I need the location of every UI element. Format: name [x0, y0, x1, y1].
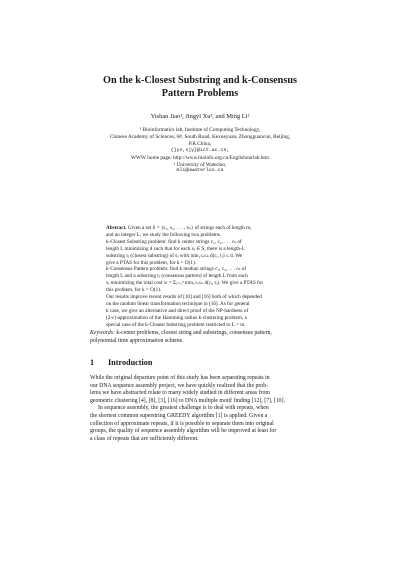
- abstract-line: k-Consensus Pattern problem: find k median strings c₁, c₂, . . . cₖ of: [106, 266, 247, 273]
- section-number: 1: [90, 358, 95, 367]
- introduction-text: [90, 375, 322, 443]
- abstract-line: length L minimizing d such that for each sⱼ ∈ S, there is a length-L: [106, 245, 245, 252]
- abstract-line: this problem, for k = O(1).: [106, 287, 162, 294]
- abstract-line: sⱼ minimizing the total cost w = Σⱼ₌₁ⁿ min₁≤ᵢ≤ₖ d(cᵢ, tⱼ). We give a PTAS for: [106, 280, 264, 287]
- affiliation-line: ¹ Bioinformatics lab, Institute of Computing Technology,: [139, 127, 261, 133]
- abstract-line: substring tⱼ (closest substring) of sⱼ with min₁≤ᵢ≤ₖ d(cᵢ, tⱼ) ≤ d. We: [106, 252, 242, 259]
- body-line: the shortest common superstring GREEDY algorithm [1] is applied. Given a: [90, 412, 268, 419]
- body-line: groups, the quality of sequence assembly algorithm will be improved at least for: [90, 428, 277, 435]
- section-heading: [90, 358, 152, 367]
- title-line: Pattern Problems: [161, 88, 239, 99]
- abstract: [106, 225, 310, 329]
- abstract-line: length L and a substring tⱼ (consensus pattern) of length L from each: [106, 273, 248, 280]
- abstract-line: Abstract. Given a set S = {s₁, s₂, . . . , sₙ} of strings each of length m,: [106, 225, 252, 231]
- affiliations: [60, 127, 340, 175]
- body-line: collection of approximate repeats, if it is possible to separate them into original: [90, 420, 274, 427]
- affiliation-homepage: WWW home page: http://www.bioinfo.org.cn/Englishourlab.htm: [131, 154, 269, 161]
- keywords: [90, 330, 320, 345]
- affiliation-line: Chinese Academy of Sciences, 6#, South Road, Kexueyuan, Zhongguancun, Beijing,: [109, 133, 291, 140]
- body-line: a class of repeats that are sufficiently different.: [90, 435, 199, 442]
- body-line: lems we have abstracted relate to many widely studied in different areas from: [90, 390, 270, 397]
- abstract-line: k case, we give an alternative and direct proof of the NP-hardness of: [106, 307, 249, 314]
- body-line: In sequence assembly, the greatest challenge is to deal with repeats, when: [98, 405, 269, 412]
- section-title: Introduction: [108, 358, 153, 367]
- keywords-label: Keywords:: [90, 330, 115, 336]
- abstract-line: special case of the k-Closest Substring problem restricted to L = m.: [106, 321, 246, 328]
- affiliation-email: mli@uwaterloo.ca: [176, 168, 224, 174]
- abstract-line: give a PTAS for this problem, for k = O(1).: [106, 259, 196, 266]
- affiliation-email: {jys,xjy}@ict.ac.cn,: [170, 147, 230, 153]
- keywords-line: Keywords: k-center problems, closest string and substrings, consensus pattern,: [90, 330, 272, 336]
- abstract-line: Our results improve recent results of [10] and [16] both of which depended: [106, 294, 262, 301]
- abstract-label: Abstract.: [106, 225, 127, 231]
- abstract-line: k-Closest Substring problem: find k center strings c₁, c₂, . . . cₖ of: [106, 238, 242, 245]
- body-line: While the original departure point of this study has been separating repeats in: [90, 375, 270, 381]
- abstract-line: and an integer L, we study the following two problems.: [106, 231, 222, 238]
- body-line: geometric clustering [4], [8], [3], [16] to DNA multiple motif finding [12], [7], [10].: [90, 397, 285, 404]
- title-line: On the k-Closest Substring and k-Consensus: [103, 75, 297, 86]
- affiliation-line: ² University of Waterloo,: [173, 161, 227, 168]
- paper-title: [60, 74, 340, 100]
- author-list: Yishan Jiao¹, Jingyi Xu¹, and Ming Li²: [150, 113, 250, 120]
- affiliation-line: P.R.China,: [188, 140, 212, 147]
- abstract-line: on the random linear transformation technique in [16]. As for general: [106, 300, 250, 307]
- keywords-line: polynomial time approximation scheme.: [90, 337, 184, 344]
- body-line: our DNA sequence assembly project, we have quickly realized that the prob-: [90, 382, 269, 389]
- abstract-line: (2-ε)-approximation of the Hamming radius k-clustering problem, a: [106, 314, 247, 321]
